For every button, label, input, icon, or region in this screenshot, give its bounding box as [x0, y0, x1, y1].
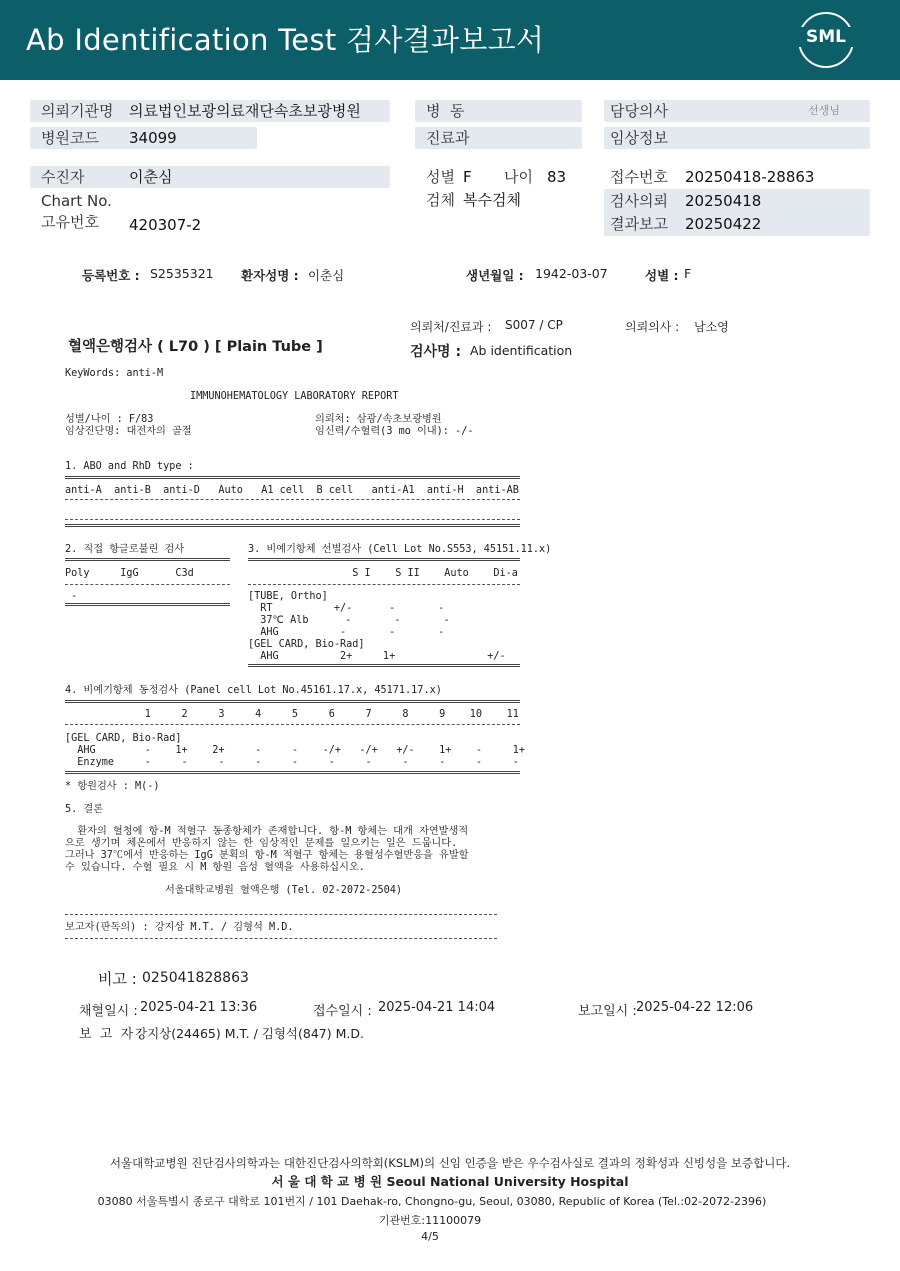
specimen-value: 복수검체: [463, 191, 521, 209]
divider: [65, 519, 520, 520]
divider: [65, 584, 230, 585]
hospital-code-value: 34099: [129, 129, 177, 147]
reported-label: 보고일시 :: [578, 1004, 637, 1019]
section-1-title: 1. ABO and RhD type :: [65, 461, 194, 472]
receipt-no-label: 접수번호: [610, 168, 668, 186]
test-name-value: Ab identification: [470, 343, 573, 358]
institution-number: 기관번호:11100079: [378, 1214, 482, 1227]
request-label: 검사의뢰: [610, 192, 668, 210]
hospital-code-label: 병원코드: [41, 129, 99, 147]
section-4-title: 4. 비예기항체 동정검사 (Panel cell Lot No.45161.17.x, 45171.17.x): [65, 685, 442, 696]
page-number: 4/5: [421, 1230, 439, 1243]
divider: [65, 914, 497, 915]
certification-text: 서울대학교병원 진단검사의학과는 대한진단검사의학회(KSLM)의 신임 인증을 받은 우수검사실로 결과의 정확성과 신빙성을 보증합니다.: [109, 1156, 791, 1170]
patient-value: 이춘심: [129, 168, 173, 186]
clinical-label: 임상정보: [610, 129, 668, 147]
keywords: KeyWords: anti-M: [65, 368, 164, 379]
sml-logo: [798, 12, 854, 68]
divider: [65, 771, 520, 774]
diagnosis-line: 임상진단명: 대전자의 골절: [65, 426, 192, 437]
sex-value: F: [463, 168, 472, 186]
divider: [65, 938, 497, 939]
report-header: [0, 0, 900, 80]
antigen-test: * 항원검사 : M(-): [65, 781, 160, 792]
age-value: 83: [547, 168, 567, 186]
test-title: 혈액은행검사 ( L70 ) [ Plain Tube ]: [68, 339, 323, 355]
ward-label: 병 동: [426, 102, 465, 120]
hospital-name: 서 울 대 학 교 병 원 Seoul National University Hospital: [271, 1174, 629, 1189]
divider: [65, 499, 520, 500]
note-value: 025041828863: [142, 970, 249, 986]
divider: [248, 664, 520, 667]
doctor-label: 담당의사: [610, 102, 668, 120]
request-date-value: 20250418: [685, 192, 762, 210]
reg-sex-label: 성별 :: [645, 268, 679, 283]
logo-text: SML: [798, 27, 854, 47]
report-title: Ab Identification Test 검사결과보고서: [26, 23, 545, 57]
divider: [65, 724, 520, 725]
section-5-title: 5. 결론: [65, 804, 104, 815]
section-4-columns: 1 2 3 4 5 6 7 8 9 10 11: [65, 709, 519, 720]
divider: [65, 476, 520, 479]
reporter-value: 강지상(24465) M.T. / 김형석(847) M.D.: [135, 1026, 364, 1041]
requester-value: S007 / CP: [505, 318, 563, 332]
reported-value: 2025-04-22 12:06: [636, 1000, 754, 1015]
collected-label: 채혈일시 :: [79, 1004, 138, 1019]
reg-sex-value: F: [684, 266, 692, 281]
req-doctor-value: 남소영: [694, 320, 729, 334]
institution-label: 의뢰기관명: [41, 102, 114, 120]
section-1-columns: anti-A anti-B anti-D Auto A1 cell B cell anti-A1 anti-H anti-AB: [65, 485, 519, 496]
section-4-results: [GEL CARD, Bio-Rad] AHG - 1+ 2+ - - -/+ -/+ +/- 1+ - 1+ Enzyme - - - - - - - - - - -: [65, 733, 526, 768]
reg-name-value: 이춘심: [308, 268, 345, 283]
note-label: 비고 :: [98, 970, 137, 988]
collected-value: 2025-04-21 13:36: [140, 1000, 258, 1015]
reg-dob-value: 1942-03-07: [535, 266, 608, 281]
report-heading: IMMUNOHEMATOLOGY LABORATORY REPORT: [190, 391, 399, 402]
section-2-columns: Poly IgG C3d: [65, 568, 194, 579]
receipt-no-value: 20250418-28863: [685, 168, 815, 186]
received-value: 2025-04-21 14:04: [378, 1000, 496, 1015]
doctor-suffix: 선생님: [808, 104, 840, 117]
institution-value: 의료법인보광의료재단속초보광병원: [129, 102, 361, 120]
sex-age-line: 성별/나이 : F/83: [65, 414, 154, 425]
divider: [248, 558, 520, 561]
section-3-columns: S I S II Auto Di-a: [248, 568, 518, 579]
age-label: 나이: [504, 168, 533, 186]
divider: [65, 603, 230, 606]
sex-label: 성별: [426, 168, 455, 186]
pregnancy-line: 임신력/수혈력(3 mo 이내): -/-: [315, 426, 474, 437]
chart-label: Chart No.: [41, 192, 112, 210]
requester-line: 의뢰처: 삼광/속초보광병원: [315, 414, 442, 425]
requester-label: 의뢰처/진료과 :: [410, 320, 492, 334]
report-reporter: 보고자(판독의) : 강지상 M.T. / 김형석 M.D.: [65, 922, 294, 933]
report-label: 결과보고: [610, 215, 668, 233]
test-name-label: 검사명 :: [410, 344, 462, 360]
section-3-results: [TUBE, Ortho] RT +/- - - 37℃ Alb - - - AHG - - - [GEL CARD, Bio-Rad] AHG 2+ 1+ +/-: [248, 591, 506, 662]
patient-label: 수진자: [41, 168, 85, 186]
conclusion-text: 환자의 혈청에 항-M 적혈구 동종항체가 존재합니다. 항-M 항체는 대개 자연발생적 으로 생기며 체온에서 반응하지 않는 한 임상적인 문제를 일으키는 일은 드뭅니다. 그러나 37℃에서 반응하는 IgG 분획의 항-M 적혈구 항체는 용혈성수혈반응을 유발할 수 있습니다. 수혈 필요 시 M 항원 음성 혈액을 사용하십시오.: [65, 826, 469, 873]
report-date-value: 20250422: [685, 215, 762, 233]
specimen-label: 검체: [426, 191, 455, 209]
reg-name-label: 환자성명 :: [241, 268, 299, 283]
divider: [65, 558, 230, 561]
divider: [248, 584, 520, 585]
unique-value: 420307-2: [129, 216, 202, 234]
department-label: 진료과: [426, 129, 470, 147]
divider: [65, 700, 520, 703]
unique-label: 고유번호: [41, 213, 99, 231]
section-3-title: 3. 비예기항체 선별검사 (Cell Lot No.S553, 45151.11.x): [248, 544, 552, 555]
received-label: 접수일시 :: [313, 1004, 372, 1019]
section-2-value: -: [65, 591, 78, 602]
reg-no-label: 등록번호 :: [82, 268, 140, 283]
divider: [65, 524, 520, 527]
reg-dob-label: 생년월일 :: [466, 268, 524, 283]
reporter-label: 보 고 자 :: [79, 1027, 142, 1042]
reg-no-value: S2535321: [150, 266, 214, 281]
address-text: 03080 서울특별시 종로구 대학로 101번지 / 101 Daehak-ro, Chongno-gu, Seoul, 03080, Republic of Korea (Tel.:02-2072-2396): [97, 1195, 767, 1208]
section-2-title: 2. 직접 항글로불린 검사: [65, 544, 185, 555]
req-doctor-label: 의뢰의사 :: [625, 320, 680, 334]
blood-bank-line: 서울대학교병원 혈액은행 (Tel. 02-2072-2504): [165, 885, 403, 896]
